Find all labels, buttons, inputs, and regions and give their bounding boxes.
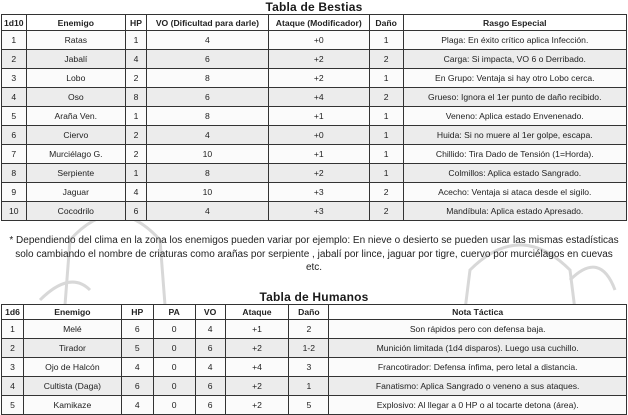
- human-row-cell: 4: [2, 377, 24, 396]
- beast-row-cell: Murciélago G.: [26, 145, 125, 164]
- human-row-cell: Tirador: [23, 339, 121, 358]
- humans-header-cell: 1d6: [2, 305, 24, 320]
- beast-row: [2, 183, 627, 202]
- beast-row-cell: Araña Ven.: [26, 107, 125, 126]
- beast-row-cell: +4: [268, 88, 369, 107]
- beast-row-cell: 8: [126, 88, 147, 107]
- human-row-cell: +2: [225, 396, 289, 415]
- beasts-header-cell: Enemigo: [26, 15, 125, 31]
- human-row-cell: 6: [195, 339, 225, 358]
- beast-row-cell: 2: [369, 88, 403, 107]
- beast-row-cell: +3: [268, 202, 369, 221]
- human-row-cell: 1: [289, 377, 329, 396]
- human-row-cell: 0: [153, 396, 195, 415]
- beast-row-cell: 1: [369, 164, 403, 183]
- human-row-cell: Fanatismo: Aplica Sangrado o veneno a sus ataques.: [329, 377, 627, 396]
- human-row-cell: 1: [2, 320, 24, 339]
- beast-row: [2, 164, 627, 183]
- humans-header-cell: Daño: [289, 305, 329, 320]
- beast-row-cell: Oso: [26, 88, 125, 107]
- beast-row-cell: +2: [268, 164, 369, 183]
- human-row-cell: 2: [289, 320, 329, 339]
- beast-row-cell: 4: [146, 202, 268, 221]
- beasts-header-row: [2, 15, 627, 31]
- human-row-cell: 4: [121, 358, 153, 377]
- beast-row-cell: 2: [369, 183, 403, 202]
- beast-row-cell: 4: [126, 183, 147, 202]
- beast-row-cell: 6: [126, 202, 147, 221]
- beast-row-cell: En Grupo: Ventaja si hay otro Lobo cerca.: [403, 69, 626, 88]
- beasts-header-cell: Daño: [369, 15, 403, 31]
- beasts-table-title: Tabla de Bestias: [265, 0, 363, 14]
- human-row-cell: Son rápidos pero con defensa baja.: [329, 320, 627, 339]
- human-row-cell: Francotirador: Defensa ínfima, pero letal a distancia.: [329, 358, 627, 377]
- beast-row-cell: Lobo: [26, 69, 125, 88]
- beast-row-cell: 1: [369, 145, 403, 164]
- beast-row-cell: 1: [369, 31, 403, 50]
- beast-row-cell: 1: [126, 107, 147, 126]
- beast-row: [2, 50, 627, 69]
- beast-row-cell: Acecho: Ventaja si ataca desde el sigilo.: [403, 183, 626, 202]
- beast-row-cell: 10: [146, 145, 268, 164]
- humans-header-cell: VO: [195, 305, 225, 320]
- human-row-cell: +2: [225, 377, 289, 396]
- beast-row-cell: Veneno: Aplica estado Envenenado.: [403, 107, 626, 126]
- beast-row-cell: 1: [369, 126, 403, 145]
- humans-header-cell: PA: [153, 305, 195, 320]
- beast-row-cell: 2: [369, 202, 403, 221]
- beast-row-cell: 1: [126, 164, 147, 183]
- beast-row-cell: +3: [268, 183, 369, 202]
- human-row: [2, 396, 627, 415]
- beast-row-cell: 8: [2, 164, 27, 183]
- beast-row-cell: Jaguar: [26, 183, 125, 202]
- human-row-cell: Cultista (Daga): [23, 377, 121, 396]
- beast-row-cell: +0: [268, 31, 369, 50]
- human-row-cell: 5: [121, 339, 153, 358]
- humans-header-cell: Enemigo: [23, 305, 121, 320]
- beast-row-cell: 4: [146, 31, 268, 50]
- beast-row: [2, 31, 627, 50]
- beast-row-cell: Colmillos: Aplica estado Sangrado.: [403, 164, 626, 183]
- humans-header-cell: Nota Táctica: [329, 305, 627, 320]
- beast-row-cell: 6: [146, 88, 268, 107]
- beast-row-cell: 1: [369, 69, 403, 88]
- beasts-header-cell: Ataque (Modificador): [268, 15, 369, 31]
- beast-row-cell: Huida: Si no muere al 1er golpe, escapa.: [403, 126, 626, 145]
- beast-row-cell: Serpiente: [26, 164, 125, 183]
- humans-header-row: [2, 305, 627, 320]
- beast-row-cell: +1: [268, 145, 369, 164]
- beast-row-cell: 7: [2, 145, 27, 164]
- beast-row-cell: +2: [268, 69, 369, 88]
- beast-row-cell: 2: [126, 126, 147, 145]
- human-row-cell: +4: [225, 358, 289, 377]
- human-row-cell: Ojo de Halcón: [23, 358, 121, 377]
- beast-row-cell: Carga: Si impacta, VO 6 o Derribado.: [403, 50, 626, 69]
- humans-header-cell: Ataque: [225, 305, 289, 320]
- human-row-cell: 3: [289, 358, 329, 377]
- beast-row-cell: Chillido: Tira Dado de Tensión (1=Horda).: [403, 145, 626, 164]
- human-row-cell: 5: [2, 396, 24, 415]
- beast-row: [2, 88, 627, 107]
- beast-row-cell: 4: [126, 50, 147, 69]
- beast-row-cell: 1: [369, 107, 403, 126]
- beast-row-cell: Grueso: Ignora el 1er punto de daño recibido.: [403, 88, 626, 107]
- human-row: [2, 358, 627, 377]
- beast-row-cell: 1: [2, 31, 27, 50]
- human-row: [2, 339, 627, 358]
- human-row-cell: 6: [195, 396, 225, 415]
- human-row-cell: Munición limitada (1d4 disparos). Luego usa cuchillo.: [329, 339, 627, 358]
- beast-row-cell: 10: [146, 183, 268, 202]
- human-row: [2, 377, 627, 396]
- beasts-header-cell: 1d10: [2, 15, 27, 31]
- beast-row-cell: 2: [369, 50, 403, 69]
- climate-note: * Dependiendo del clima en la zona los enemigos pueden variar por ejemplo: En nieve o desierto se pueden usar las mismas estadísticas solo cambiando el nombre de criaturas como arañas por serpiente , jabalí por lince, jaguar por tigre, cuervo por murciélagos en cuevas etc.: [9, 235, 619, 273]
- beast-row-cell: Plaga: En éxito crítico aplica Infección.: [403, 31, 626, 50]
- beast-row-cell: Ratas: [26, 31, 125, 50]
- human-row-cell: 3: [2, 358, 24, 377]
- beast-row-cell: +0: [268, 126, 369, 145]
- beast-row-cell: Cocodrilo: [26, 202, 125, 221]
- beast-row-cell: 3: [2, 69, 27, 88]
- beast-row-cell: 2: [126, 69, 147, 88]
- beast-row: [2, 126, 627, 145]
- beast-row-cell: 4: [146, 126, 268, 145]
- human-row-cell: 6: [121, 320, 153, 339]
- beast-row-cell: 2: [2, 50, 27, 69]
- human-row-cell: +1: [225, 320, 289, 339]
- human-row-cell: 4: [195, 358, 225, 377]
- human-row-cell: Melé: [23, 320, 121, 339]
- beast-row-cell: +2: [268, 50, 369, 69]
- beast-row-cell: 10: [2, 202, 27, 221]
- beast-row-cell: 8: [146, 69, 268, 88]
- human-row-cell: 1-2: [289, 339, 329, 358]
- beast-row-cell: Mandíbula: Aplica estado Apresado.: [403, 202, 626, 221]
- beast-row-cell: Jabalí: [26, 50, 125, 69]
- beast-row-cell: 4: [2, 88, 27, 107]
- human-row-cell: 0: [153, 377, 195, 396]
- humans-header-cell: HP: [121, 305, 153, 320]
- human-row-cell: 0: [153, 339, 195, 358]
- human-row-cell: 0: [153, 320, 195, 339]
- human-row-cell: +2: [225, 339, 289, 358]
- beast-row-cell: Ciervo: [26, 126, 125, 145]
- beast-row-cell: 6: [2, 126, 27, 145]
- beasts-header-cell: HP: [126, 15, 147, 31]
- beast-row: [2, 202, 627, 221]
- beast-row-cell: +1: [268, 107, 369, 126]
- beast-row-cell: 5: [2, 107, 27, 126]
- beasts-header-cell: Rasgo Especial: [403, 15, 626, 31]
- beast-row-cell: 6: [146, 50, 268, 69]
- beast-row-cell: 2: [126, 145, 147, 164]
- beast-row-cell: 1: [126, 31, 147, 50]
- beast-row: [2, 145, 627, 164]
- human-row-cell: 4: [195, 320, 225, 339]
- human-row-cell: 6: [195, 377, 225, 396]
- human-row-cell: Kamikaze: [23, 396, 121, 415]
- beast-row-cell: 8: [146, 107, 268, 126]
- human-row: [2, 320, 627, 339]
- human-row-cell: Explosivo: Al llegar a 0 HP o al tocarte detona (área).: [329, 396, 627, 415]
- humans-table: [1, 304, 627, 415]
- beast-row-cell: 9: [2, 183, 27, 202]
- beasts-table: [1, 14, 627, 221]
- human-row-cell: 6: [121, 377, 153, 396]
- beast-row: [2, 69, 627, 88]
- beast-row-cell: 8: [146, 164, 268, 183]
- human-row-cell: 4: [121, 396, 153, 415]
- humans-table-title: Tabla de Humanos: [259, 290, 369, 304]
- human-row-cell: 5: [289, 396, 329, 415]
- human-row-cell: 0: [153, 358, 195, 377]
- beast-row: [2, 107, 627, 126]
- beasts-header-cell: VO (Dificultad para darle): [146, 15, 268, 31]
- human-row-cell: 2: [2, 339, 24, 358]
